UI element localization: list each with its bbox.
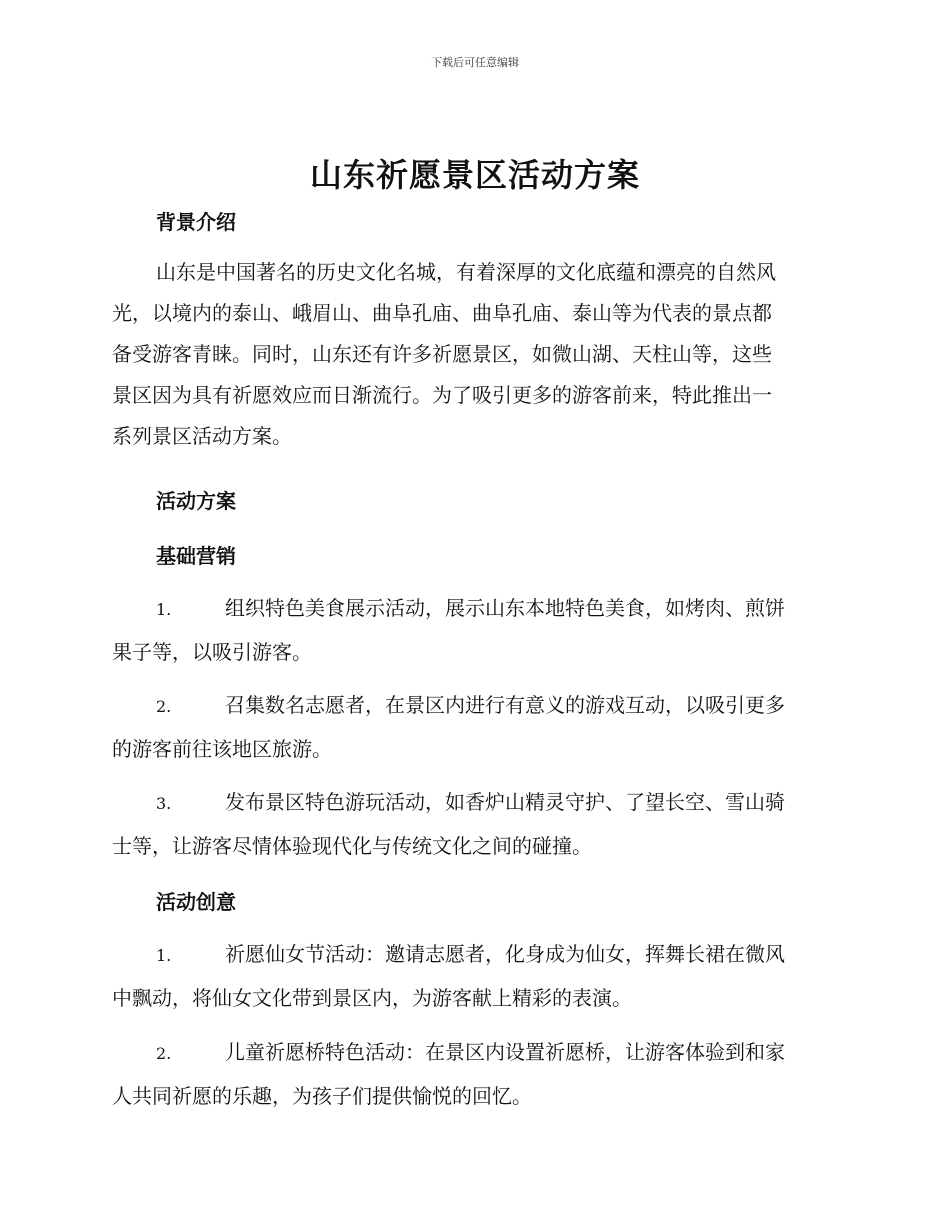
list-number: 2. [156,1044,172,1063]
list-item [112,781,834,868]
list-text-continued: 的游客前往该地区旅游。 [112,737,332,761]
list-number: 3. [156,794,172,813]
list-text: 召集数名志愿者，在景区内进行有意义的游戏互动，以吸引更多 [225,693,785,717]
list-text: 组织特色美食展示活动，展示山东本地特色美食，如烤肉、煎饼 [225,596,785,620]
list-item [112,587,834,674]
list-number: 1. [156,600,172,619]
list-text: 发布景区特色游玩活动，如香炉山精灵守护、了望长空、雪山骑 [225,790,785,814]
background-line: 系列景区活动方案。 [112,424,292,448]
list-number: 1. [156,946,172,965]
header-note: 下载后可任意编辑 [431,56,519,69]
list-text: 儿童祈愿桥特色活动：在景区内设置祈愿桥，让游客体验到和家 [225,1040,785,1064]
background-line: 光，以境内的泰山、峨眉山、曲阜孔庙、曲阜孔庙、泰山等为代表的景点都 [112,301,772,325]
plan-heading: 活动方案 [156,489,236,513]
list-text-continued: 人共同祈愿的乐趣，为孩子们提供愉悦的回忆。 [112,1084,532,1108]
list-item [112,1031,834,1118]
background-heading: 背景介绍 [156,210,236,234]
background-line: 山东是中国著名的历史文化名城，有着深厚的文化底蕴和漂亮的自然风 [156,260,776,284]
list-text-continued: 果子等，以吸引游客。 [112,640,312,664]
background-line: 备受游客青睐。同时，山东还有许多祈愿景区，如微山湖、天柱山等，这些 [112,342,772,366]
list-number: 2. [156,697,172,716]
background-line: 景区因为具有祈愿效应而日渐流行。为了吸引更多的游客前来，特此推出一 [112,383,772,407]
basic-marketing-heading: 基础营销 [156,544,236,568]
creative-heading: 活动创意 [156,890,236,914]
page-title: 山东祈愿景区活动方案 [309,156,640,194]
list-text-continued: 士等，让游客尽情体验现代化与传统文化之间的碰撞。 [112,834,592,858]
list-text: 祈愿仙女节活动：邀请志愿者，化身成为仙女，挥舞长裙在微风 [225,942,785,966]
list-text-continued: 中飘动，将仙女文化带到景区内，为游客献上精彩的表演。 [112,986,632,1010]
list-item [112,933,834,1020]
list-item [112,684,834,771]
background-paragraph [112,252,834,457]
